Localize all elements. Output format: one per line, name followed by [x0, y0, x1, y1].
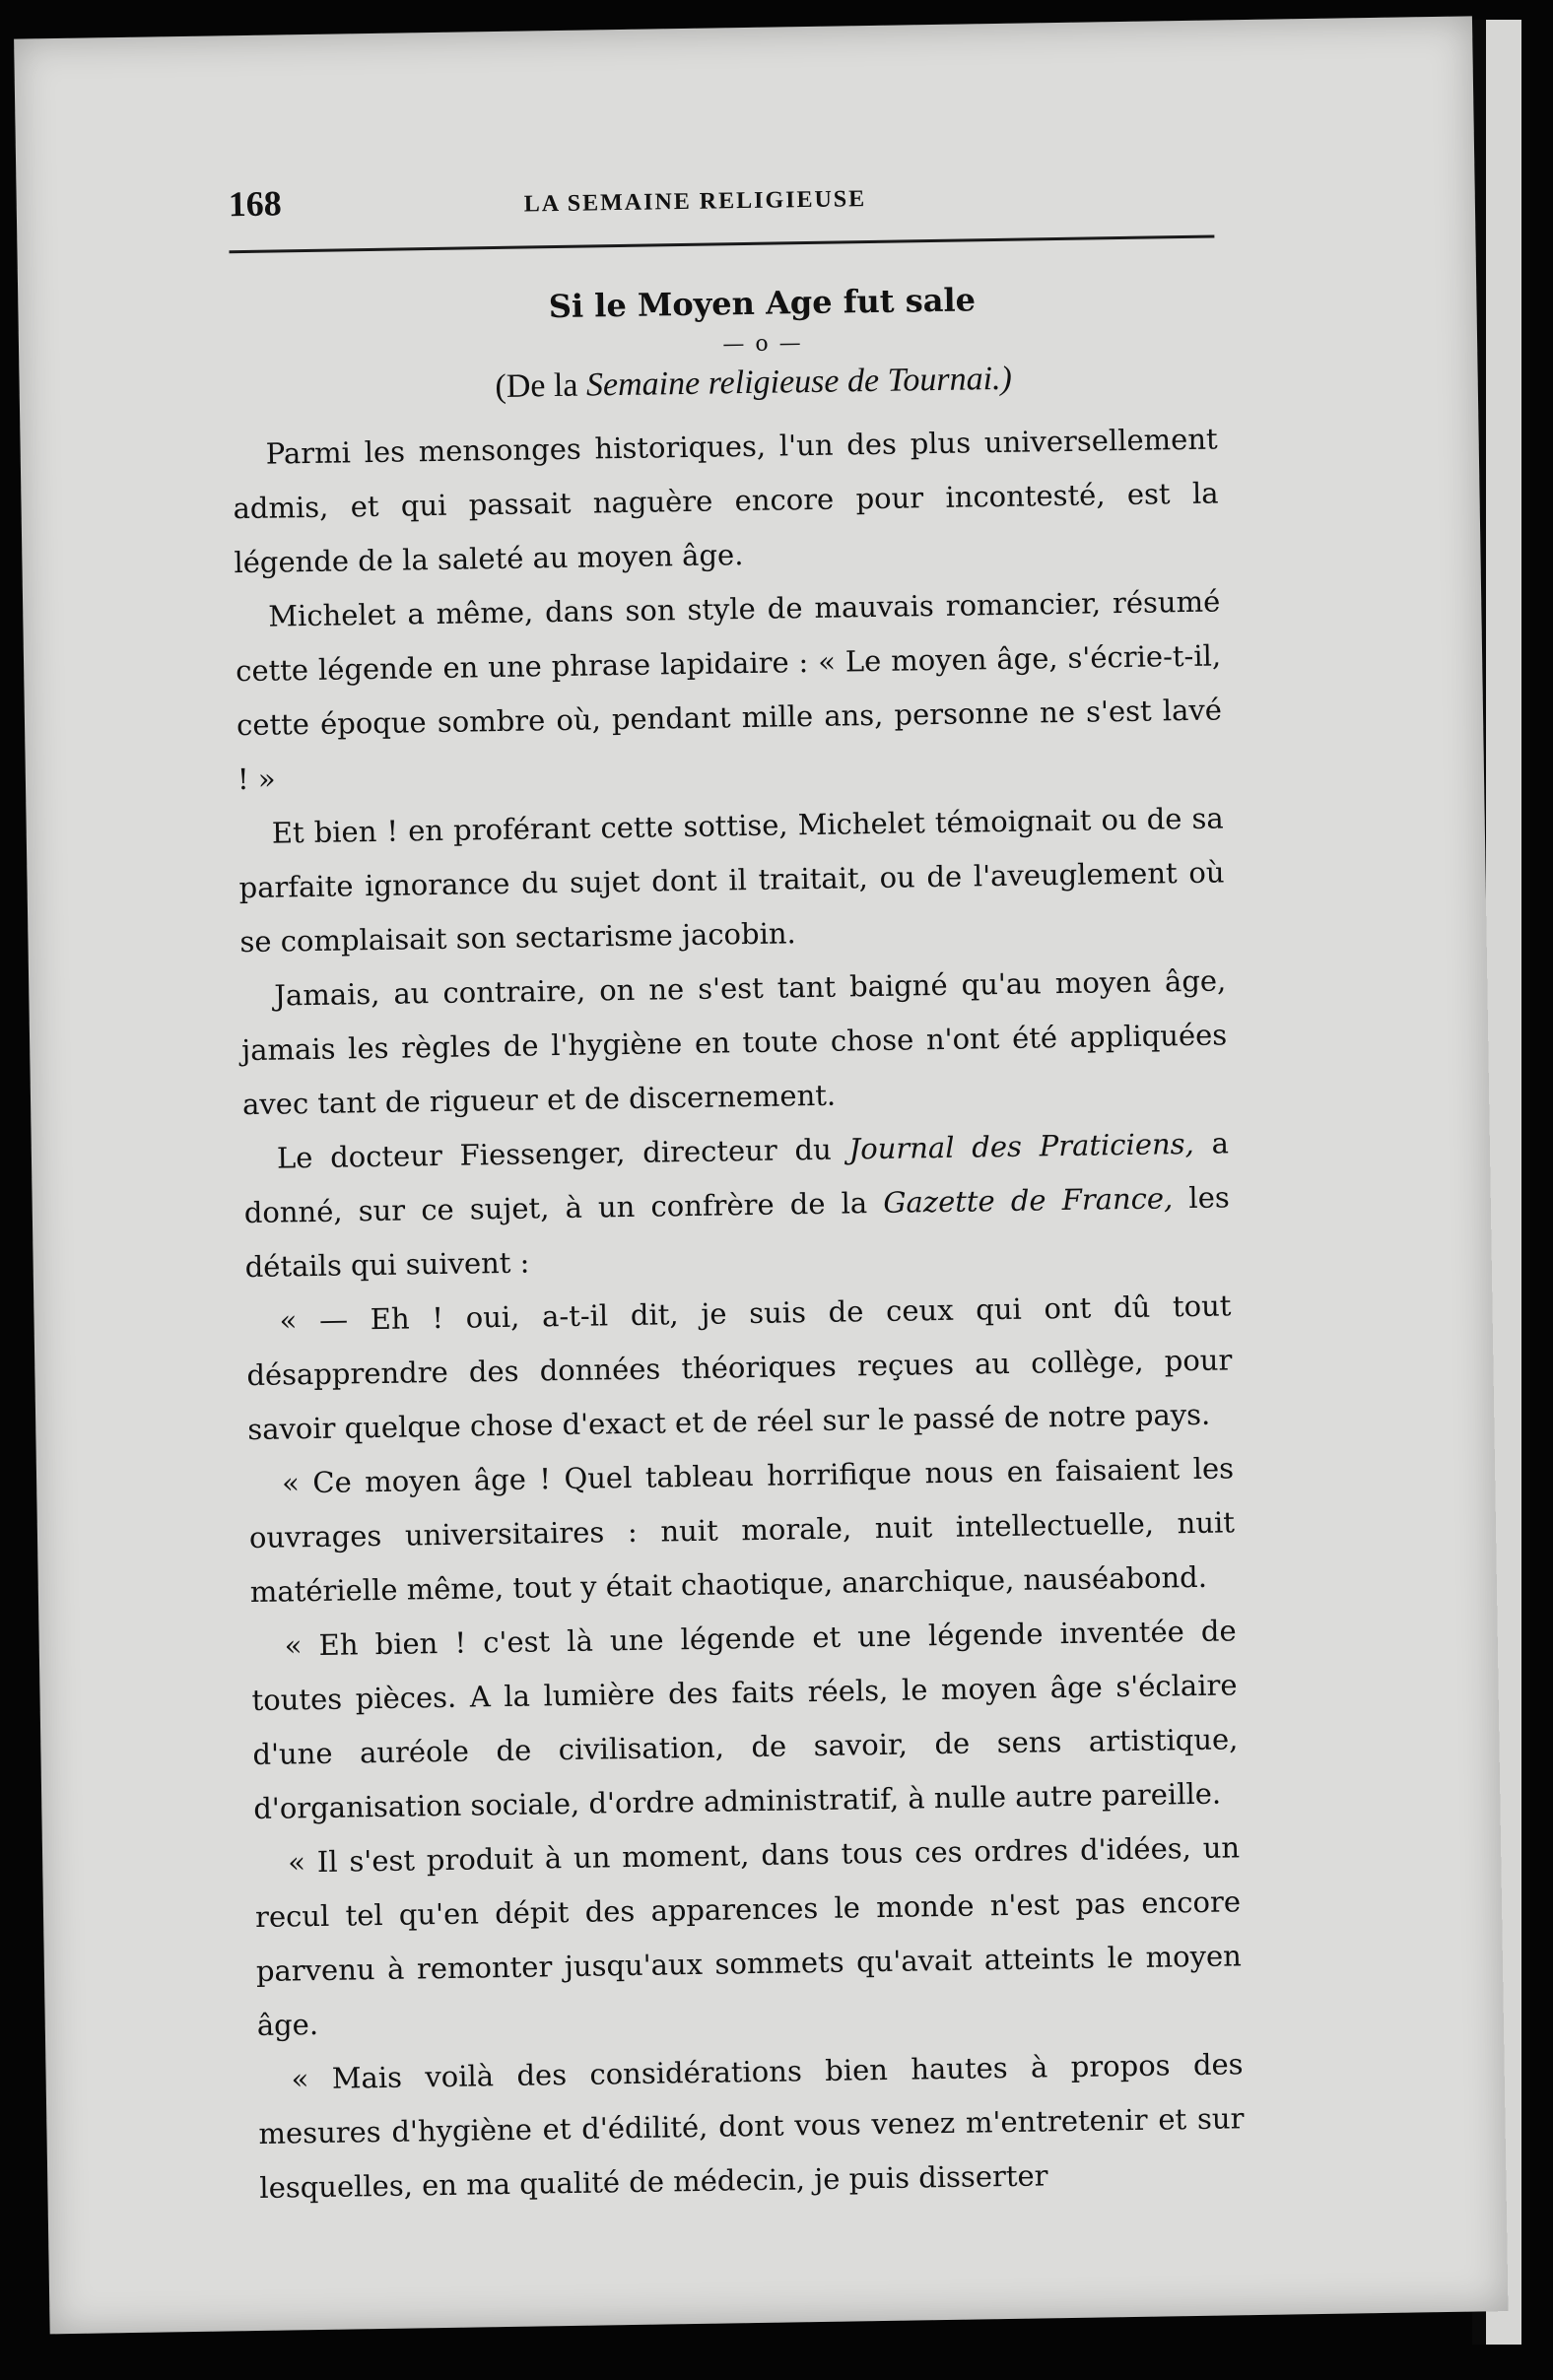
paragraph: Parmi les mensonges historiques, l'un des plus universellement admis, et qui passait naguère encore pour incontesté, est la légende de la saleté au moyen âge.: [233, 422, 1219, 580]
page-content: [228, 168, 1245, 2215]
title-separator: — o —: [722, 331, 803, 358]
paragraph: Michelet a même, dans son style de mauvais romancier, résumé cette légende en une phrase lapidaire : « Le moyen âge, s'écrie-t-il, cette époque sombre où, pendant mille ans, personne ne s'est lavé ! »: [235, 584, 1223, 797]
text-run: a donné, sur ce sujet, à un confrère de la: [243, 1126, 1230, 1230]
source-publication: Semaine religieuse de Tournai.): [585, 360, 1013, 404]
book-page: [14, 16, 1508, 2334]
journal-reference: Journal des Praticiens,: [848, 1126, 1194, 1166]
article-source: [231, 357, 1216, 410]
paragraph: Jamais, au contraire, on ne s'est tant baigné qu'au moyen âge, jamais les règles de l'hygiène en toute chose n'ont été appliquées avec tant de rigueur et de discernement.: [240, 963, 1228, 1122]
paragraph-doctor-intro: [243, 1116, 1231, 1294]
text-run: les détails qui suivent :: [244, 1180, 1230, 1285]
page-number: 168: [228, 183, 283, 225]
running-head: [228, 168, 1214, 254]
quote-paragraph: « Ce moyen âge ! Quel tableau horrifique nous en faisaient les ouvrages universitaires : nuit morale, nuit intellectuelle, nuit matérielle même, tout y était chaotique, anarchique, nauséabond.: [248, 1451, 1236, 1610]
journal-title: LA SEMAINE RELIGIEUSE: [523, 186, 867, 218]
text-run: Le docteur Fiessenger, directeur du: [276, 1132, 849, 1175]
article-title: Si le Moyen Age fut sale: [548, 281, 977, 326]
quote-paragraph: « Mais voilà des considérations bien hautes à propos des mesures d'hygiène et d'édilité, dont vous venez m'entretenir et sur lesquelles, en ma qualité de médecin, je puis disserter: [258, 2047, 1245, 2205]
source-prefix: (De la: [495, 366, 587, 405]
quote-paragraph: « Eh bien ! c'est là une légende et une légende inventée de toutes pièces. A la lumière des faits réels, le moyen âge s'éclaire d'une auréole de civilisation, de savoir, de sens artistique, d'organisation sociale, d'ordre administratif, à nulle autre pareille.: [251, 1614, 1239, 1826]
gazette-reference: Gazette de France,: [883, 1181, 1174, 1220]
quote-paragraph: « — Eh ! oui, a-t-il dit, je suis de ceux qui ont dû tout désapprendre des données théoriques reçues au collège, pour savoir quelque chose d'exact et de réel sur le passé de notre pays.: [246, 1289, 1233, 1447]
quote-paragraph: « Il s'est produit à un moment, dans tous ces ordres d'idées, un recul tel qu'en dépit des apparences le monde n'est pas encore parvenu à remonter jusqu'aux sommets qu'avait atteints le moyen âge.: [254, 1830, 1243, 2042]
paragraph: Et bien ! en proférant cette sottise, Michelet témoignait ou de sa parfaite ignorance du sujet dont il traitait, ou de l'aveuglement où se complaisait son sectarisme jacobin.: [238, 801, 1225, 959]
